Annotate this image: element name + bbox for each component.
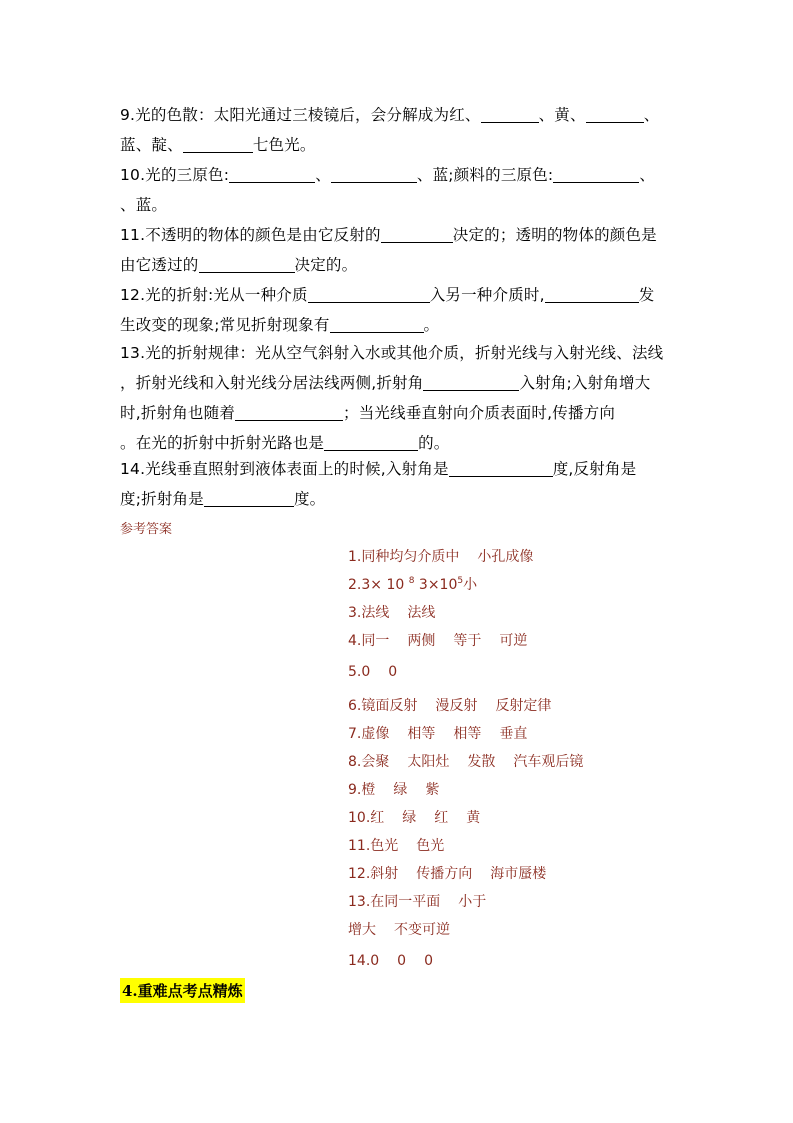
q13-text-c: 入射角;入射角增大 [519,374,651,392]
answer-5: 5.0 0 [348,664,398,680]
question-14 [120,454,676,514]
q14-text-b: 度,反射角是 [552,460,637,478]
answer-3: 3.法线 法线 [348,605,436,621]
q11-text-a: 11.不透明的物体的颜色是由它反射的 [120,226,381,244]
q11-text-b: 决定的；透明的物体的颜色是 [452,226,657,244]
answer-11: 11.色光 色光 [348,838,445,854]
answer-10: 10.红 绿 红 黄 [348,810,481,826]
q9-text-a: 9.光的色散：太阳光通过三棱镜后，会分解成为红、 [120,106,481,124]
q12-blank-1[interactable] [308,284,430,303]
q9-blank-2[interactable] [586,104,644,123]
q13-text-d: 时,折射角也随着 [120,404,236,422]
question-11 [120,220,676,280]
q9-blank-3[interactable] [183,134,253,153]
q10-blank-2[interactable] [331,164,417,183]
q14-text-a: 14.光线垂直照射到液体表面上的时候,入射角是 [120,460,449,478]
q13-text-b: ，折射光线和入射光线分居法线两侧,折射角 [120,374,424,392]
q9-text-e: 七色光。 [252,136,316,154]
q9-text-b: 、黄、 [538,106,586,124]
reference-answers-title: 参考答案 [120,522,173,537]
q12-text-b: 入另一种介质时, [429,286,545,304]
answer-1: 1.同种均匀介质中 小孔成像 [348,549,534,565]
q14-text-c: 度;折射角是 [120,490,204,508]
q10-blank-1[interactable] [229,164,315,183]
answer-2: 2.3× 10 $^8$ $3\times 10^5$小 [348,576,478,593]
answer-6: 6.镜面反射 漫反射 反射定律 [348,698,552,714]
q13-blank-3[interactable] [324,432,418,451]
q10-text-a: 10.光的三原色: [120,166,230,184]
q10-text-e: 、蓝。 [120,196,168,214]
answer-14: 14.0 0 0 [348,953,434,969]
section-heading: 4.重难点考点精炼 [120,978,245,1003]
q13-text-g: 的。 [418,434,450,452]
q12-text-e: 。 [423,316,440,334]
q10-text-d: 、 [639,166,656,184]
question-13 [120,338,676,458]
q9-text-c: 、 [643,106,660,124]
q12-text-a: 12.光的折射:光从一种介质 [120,286,308,304]
question-9 [120,100,676,160]
answer-list [348,543,601,978]
q12-blank-2[interactable] [545,284,639,303]
q9-text-d: 蓝、靛、 [120,136,183,154]
q11-blank-1[interactable] [381,224,453,243]
q13-blank-2[interactable] [235,402,343,421]
q13-text-f: 。在光的折射中折射光路也是 [120,434,325,452]
answer-13-continued: 增大 不变可逆 [348,922,450,938]
q9-blank-1[interactable] [481,104,539,123]
q11-blank-2[interactable] [199,254,295,273]
answer-9: 9.橙 绿 紫 [348,782,440,798]
answer-13: 13.在同一平面 小于 [348,894,487,910]
q10-text-c: 、蓝;颜料的三原色: [416,166,554,184]
q14-blank-1[interactable] [449,458,553,477]
q14-blank-2[interactable] [204,488,294,507]
q10-blank-3[interactable] [553,164,639,183]
q13-text-a: 13.光的折射规律：光从空气斜射入水或其他介质，折射光线与入射光线、法线 [120,344,664,362]
q12-blank-3[interactable] [330,314,424,333]
q11-text-d: 决定的。 [294,256,358,274]
q14-text-d: 度。 [293,490,326,508]
q12-text-d: 生改变的现象;常见折射现象有 [120,316,330,334]
answer-12: 12.斜射 传播方向 海市蜃楼 [348,866,547,882]
q13-text-e: ；当光线垂直射向介质表面时,传播方向 [343,404,616,422]
q11-text-c: 由它透过的 [120,256,199,274]
answer-7: 7.虚像 相等 相等 垂直 [348,726,528,742]
answer-4: 4.同一 两侧 等于 可逆 [348,633,528,649]
q12-text-c: 发 [638,286,655,304]
question-10 [120,160,676,220]
answer-8: 8.会聚 太阳灶 发散 汽车观后镜 [348,754,584,770]
q13-blank-1[interactable] [423,372,519,391]
q10-text-b: 、 [315,166,331,184]
question-12 [120,280,676,340]
